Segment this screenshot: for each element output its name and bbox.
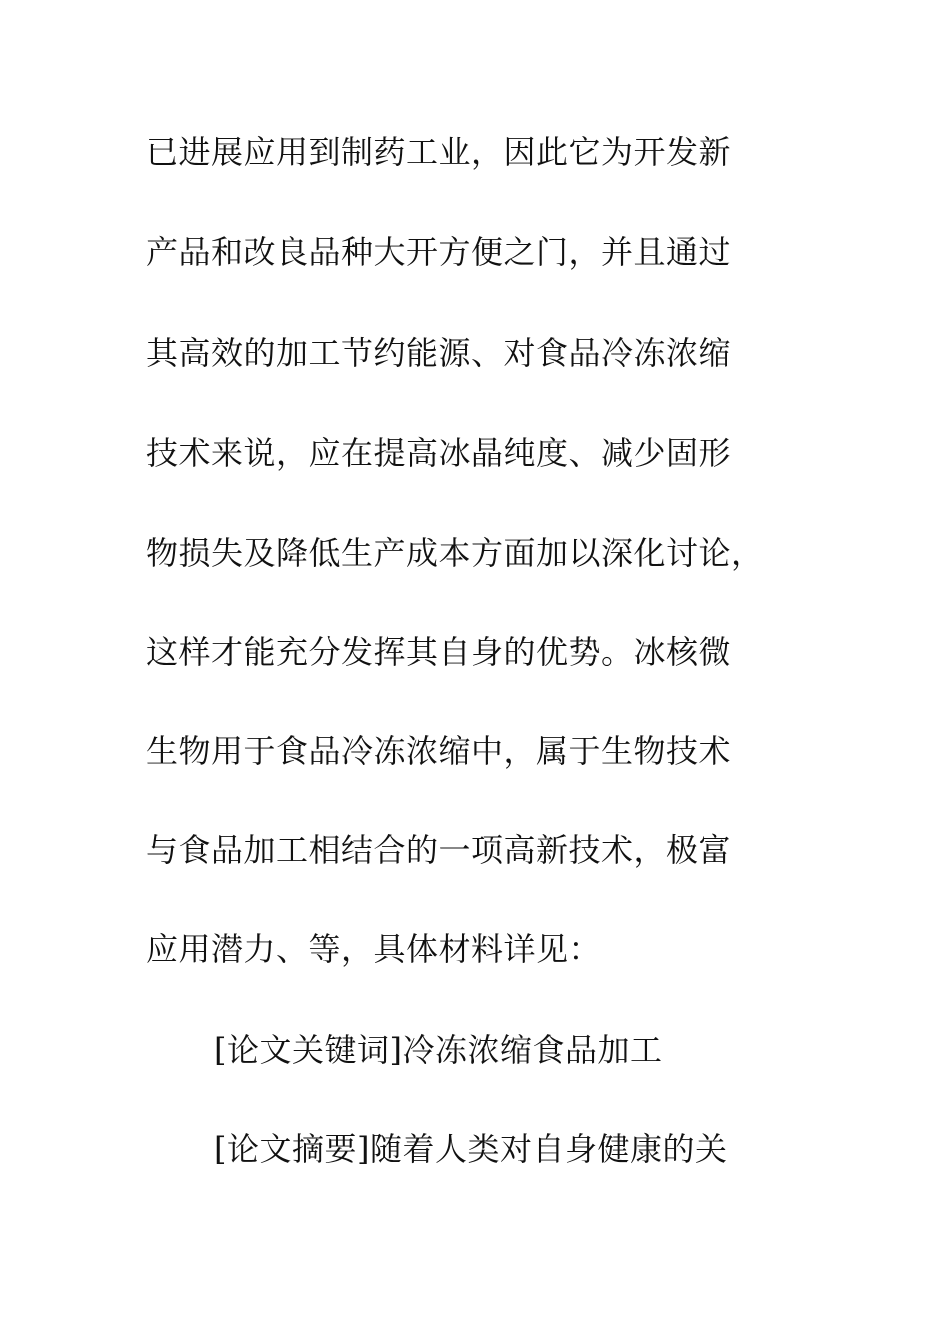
- abstract-line: [论文摘要]随着人类对自身健康的关: [214, 1130, 728, 1168]
- body-text-line-9: 应用潜力、等，具体材料详见：: [146, 930, 602, 968]
- body-text-line-5: 物损失及降低生产成本方面加以深化讨论，: [146, 534, 764, 572]
- keywords-line: [论文关键词]冷冻浓缩食品加工: [214, 1031, 663, 1069]
- body-text-line-2: 产品和改良品种大开方便之门，并且通过: [146, 233, 732, 271]
- body-text-line-3: 其高效的加工节约能源、对食品冷冻浓缩: [146, 334, 732, 372]
- body-text-line-6: 这样才能充分发挥其自身的优势。冰核微: [146, 633, 732, 671]
- body-text-line-1: 已进展应用到制药工业，因此它为开发新: [146, 133, 732, 171]
- body-text-line-7: 生物用于食品冷冻浓缩中，属于生物技术: [146, 732, 732, 770]
- body-text-line-8: 与食品加工相结合的一项高新技术，极富: [146, 831, 732, 869]
- body-text-line-4: 技术来说，应在提高冰晶纯度、减少固形: [146, 434, 732, 472]
